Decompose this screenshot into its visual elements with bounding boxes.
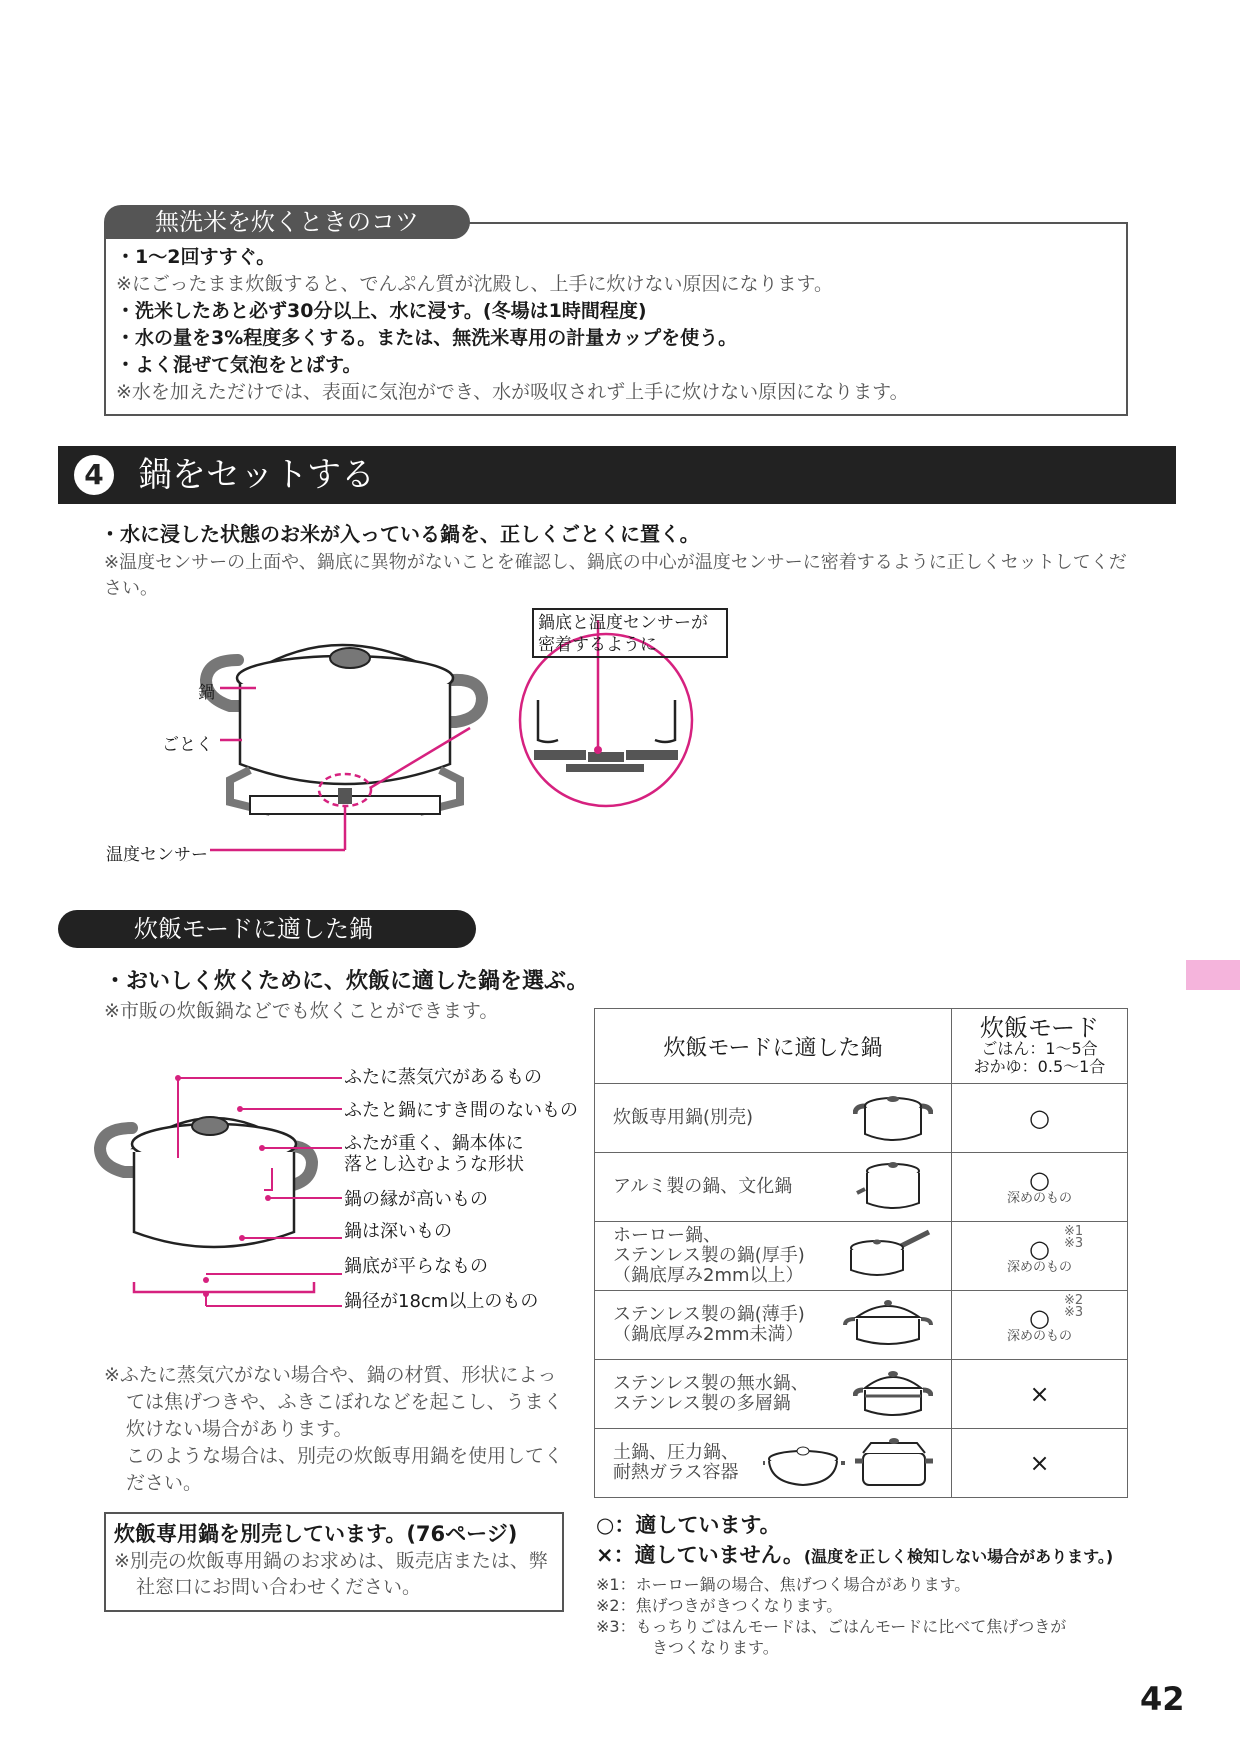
pot-cell [595, 1084, 952, 1153]
table-header-row [595, 1009, 1128, 1084]
mode-cell [952, 1291, 1128, 1360]
label-sensor: 温度センサー [106, 845, 208, 865]
section-title-suitable [58, 910, 476, 948]
pot-cell [595, 1222, 952, 1291]
footnote-ref: ※1 ※3 [1064, 1224, 1084, 1251]
clay-pot-and-glass-icon [763, 1435, 933, 1491]
mode-cell [952, 1429, 1128, 1498]
footnote-3-cont: きつくなります。 [652, 1638, 779, 1657]
legend-ng-row [596, 1540, 1113, 1572]
footnote-ref: ※2 ※3 [1064, 1293, 1084, 1320]
sale-box [104, 1512, 564, 1612]
mark-note: 深めのもの [1006, 1260, 1072, 1275]
tip-line-4: ・よく混ぜて気泡をとばす。 [116, 354, 362, 376]
step-number: 4 [74, 455, 114, 495]
mark: × [1029, 1380, 1050, 1408]
left-note-1: ※ふたに蒸気穴がない場合や、鍋の材質、形状によっては焦げつきや、ふきこぼれなどを起こし、うまく炊けない場合があります。 [104, 1364, 563, 1440]
feature-deep: 鍋は深いもの [344, 1221, 452, 1242]
tip-line-1: ・1〜2回すすぐ。 [116, 246, 276, 268]
header-pot: 炊飯モードに適した鍋 [595, 1009, 952, 1084]
table-row [595, 1291, 1128, 1360]
pot-features-illustration [92, 1068, 354, 1308]
table-row [595, 1084, 1128, 1153]
pot-name: 炊飯専用鍋(別売) [613, 1107, 754, 1128]
pot-cell [595, 1429, 952, 1498]
step-title: 鍋をセットする [138, 455, 375, 495]
left-note [104, 1362, 570, 1497]
mark: ○ [1029, 1235, 1050, 1263]
mark: × [1029, 1449, 1050, 1477]
feature-steam-hole: ふたに蒸気穴があるもの [344, 1067, 542, 1088]
mode-cell [952, 1084, 1128, 1153]
header-mode [952, 1009, 1128, 1084]
left-note-2: このような場合は、別売の炊飯専用鍋を使用してください。 [126, 1445, 564, 1494]
footnote-1: ※1：ホーロー鍋の場合、焦げつく場合があります。 [596, 1575, 971, 1594]
callout-box [532, 608, 728, 658]
mode-cell [952, 1360, 1128, 1429]
footnotes [596, 1574, 1066, 1658]
tips-lines [116, 244, 1116, 406]
mode-cell [952, 1153, 1128, 1222]
stainless-pot-icon [843, 1297, 933, 1353]
legend-ng-note: (温度を正しく検知しない場合があります。) [803, 1547, 1114, 1566]
mark: ○ [1029, 1304, 1050, 1332]
footnote-3: ※3：もっちりごはんモードは、ごはんモードに比べて焦げつきが [596, 1617, 1067, 1636]
mark: ○ [1029, 1104, 1050, 1132]
section-title-text: 炊飯モードに適した鍋 [134, 915, 374, 943]
pot-name: ステンレス製の鍋(薄手) （鍋底厚み2mm未満） [613, 1304, 805, 1345]
pot-cell [595, 1360, 952, 1429]
mark-note: 深めのもの [1006, 1329, 1072, 1344]
callout-line-2: 密着するように [538, 635, 657, 655]
pot-cell [595, 1153, 952, 1222]
tip-note-2: ※水を加えただけでは、表面に気泡ができ、水が吸収されず上手に炊けない原因になります。 [116, 381, 909, 403]
legend [596, 1510, 1113, 1572]
label-trivet: ごとく [162, 735, 213, 755]
legend-ng: ×：適していません。 [596, 1543, 804, 1567]
section-tab [1186, 960, 1240, 990]
feature-diameter: 鍋径が18cm以上のもの [344, 1291, 539, 1312]
tip-note-1: ※にごったまま炊飯すると、でんぷん質が沈殿し、上手に炊けない原因になります。 [116, 273, 834, 295]
saucepan-icon [843, 1228, 933, 1284]
pot-name: 土鍋、圧力鍋、 耐熱ガラス容器 [613, 1442, 739, 1483]
waterless-pot-icon [853, 1366, 933, 1422]
mode-cell [952, 1222, 1128, 1291]
pot-name: ステンレス製の無水鍋、 ステンレス製の多層鍋 [613, 1373, 809, 1414]
feature-no-gap: ふたと鍋にすき間のないもの [344, 1100, 578, 1121]
pot-cell [595, 1291, 952, 1360]
table-row [595, 1429, 1128, 1498]
sale-title: 炊飯専用鍋を別売しています。(76ページ) [114, 1522, 518, 1546]
table-row [595, 1222, 1128, 1291]
tips-title: 無洗米を炊くときのコツ [104, 205, 470, 239]
pot-name: ホーロー鍋、 ステンレス製の鍋(厚手) （鍋底厚み2mm以上） [613, 1225, 805, 1286]
table-row [595, 1360, 1128, 1429]
mark-note: 深めのもの [1006, 1191, 1072, 1206]
header-mode-title: 炊飯モード [979, 1014, 1100, 1042]
mark: ○ [1029, 1166, 1050, 1194]
page-number: 42 [1140, 1680, 1185, 1718]
feature-heavy-lid-2: 落とし込むような形状 [344, 1154, 524, 1175]
choose-note: ※市販の炊飯鍋などでも炊くことができます。 [104, 1000, 499, 1022]
feature-high-rim: 鍋の縁が高いもの [344, 1189, 488, 1210]
tip-line-3: ・水の量を3%程度多くする。または、無洗米専用の計量カップを使う。 [116, 327, 738, 349]
pot-name: アルミ製の鍋、文化鍋 [613, 1176, 793, 1197]
step-header [58, 446, 1176, 504]
rice-pot-icon [853, 1090, 933, 1146]
feature-flat-bottom: 鍋底が平らなもの [344, 1256, 488, 1277]
header-mode-sub1: ごはん：1〜5合 [981, 1039, 1098, 1058]
choose-instruction: ・おいしく炊くために、炊飯に適した鍋を選ぶ。 [104, 969, 589, 994]
feature-heavy-lid: ふたが重く、鍋本体に [344, 1133, 524, 1154]
header-mode-sub2: おかゆ：0.5〜1合 [973, 1057, 1106, 1076]
aluminum-pot-icon [853, 1159, 933, 1215]
legend-ok: ○：適しています。 [596, 1513, 781, 1537]
pot-suitability-table [594, 1008, 1128, 1498]
tip-line-2: ・洗米したあと必ず30分以上、水に浸す。(冬場は1時間程度) [116, 300, 647, 322]
step-note: ※温度センサーの上面や、鍋底に異物がないことを確認し、鍋底の中心が温度センサーに密着するように正しくセットしてください。 [104, 552, 1127, 599]
table-row [595, 1153, 1128, 1222]
sale-note: ※別売の炊飯専用鍋のお求めは、販売店または、弊社窓口にお問い合わせください。 [114, 1550, 548, 1598]
label-pot: 鍋 [198, 683, 215, 703]
footnote-2: ※2：焦げつきがきつくなります。 [596, 1596, 843, 1615]
callout-line-1: 鍋底と温度センサーが [538, 613, 708, 633]
step-instruction: ・水に浸した状態のお米が入っている鍋を、正しくごとくに置く。 [100, 522, 700, 546]
